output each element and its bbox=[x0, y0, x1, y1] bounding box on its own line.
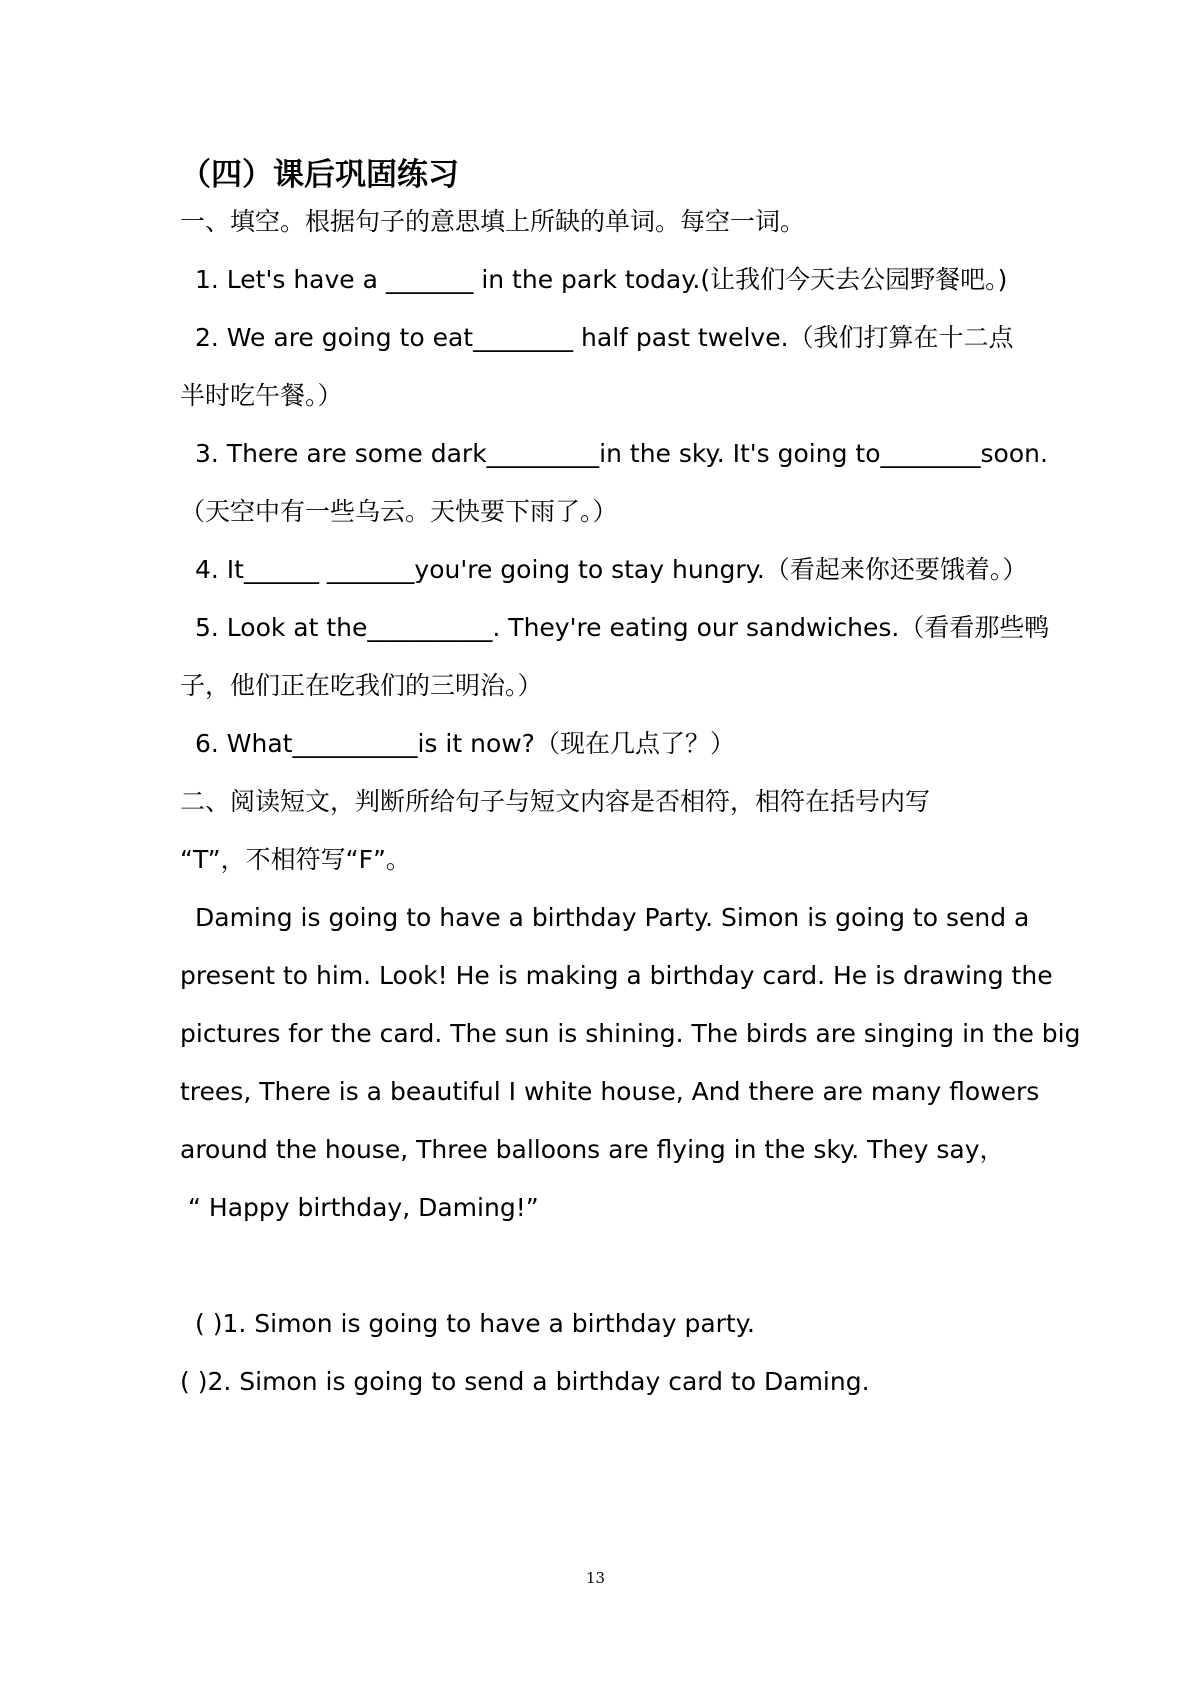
exercise-1-title: 一、填空。根据句子的意思填上所缺的单词。每空一词。 bbox=[180, 207, 806, 236]
page-number: 13 bbox=[585, 1569, 606, 1587]
exercise-1-item-5: 5. Look at the__________. They're eating our sandwiches.（看看那些鸭 bbox=[195, 613, 1050, 642]
exercise-1-item-1: 1. Let's have a _______ in the park today.(让我们今天去公园野餐吧。) bbox=[195, 265, 1008, 294]
exercise-1-item-3-continued: （天空中有一些乌云。天快要下雨了。） bbox=[180, 497, 618, 526]
passage-line: pictures for the card. The sun is shining. The birds are singing in the big bbox=[180, 1019, 1081, 1048]
section-heading: （四）课后巩固练习 bbox=[180, 157, 459, 193]
exercise-1-item-2: 2. We are going to eat________ half past twelve.（我们打算在十二点 bbox=[195, 323, 1014, 352]
true-false-question-1: ( )1. Simon is going to have a birthday party. bbox=[195, 1309, 755, 1338]
exercise-1-item-4: 4. It______ _______you're going to stay hungry.（看起来你还要饿着。） bbox=[195, 555, 1028, 584]
exercise-2-title: 二、阅读短文，判断所给句子与短文内容是否相符，相符在括号内写 bbox=[180, 787, 931, 816]
exercise-1-item-2-continued: 半时吃午餐。） bbox=[180, 381, 343, 410]
passage-line: “ Happy birthday, Daming!” bbox=[188, 1193, 539, 1222]
exercise-1-item-5-continued: 子，他们正在吃我们的三明治。） bbox=[180, 671, 543, 700]
exercise-1-item-3: 3. There are some dark_________in the sky. It's going to________soon. bbox=[195, 439, 1048, 468]
true-false-question-2: ( )2. Simon is going to send a birthday card to Daming. bbox=[180, 1367, 870, 1396]
passage-line: present to him. Look! He is making a birthday card. He is drawing the bbox=[180, 961, 1053, 990]
passage-line: around the house, Three balloons are flying in the sky. They say， bbox=[180, 1135, 1005, 1164]
exercise-1-item-6: 6. What__________is it now?（现在几点了？） bbox=[195, 729, 735, 758]
passage-line: Daming is going to have a birthday Party. Simon is going to send a bbox=[195, 903, 1030, 932]
passage-line: trees, There is a beautiful I white house, And there are many flowers bbox=[180, 1077, 1040, 1106]
exercise-2-title-continued: “T”，不相符写“F”。 bbox=[180, 845, 411, 874]
